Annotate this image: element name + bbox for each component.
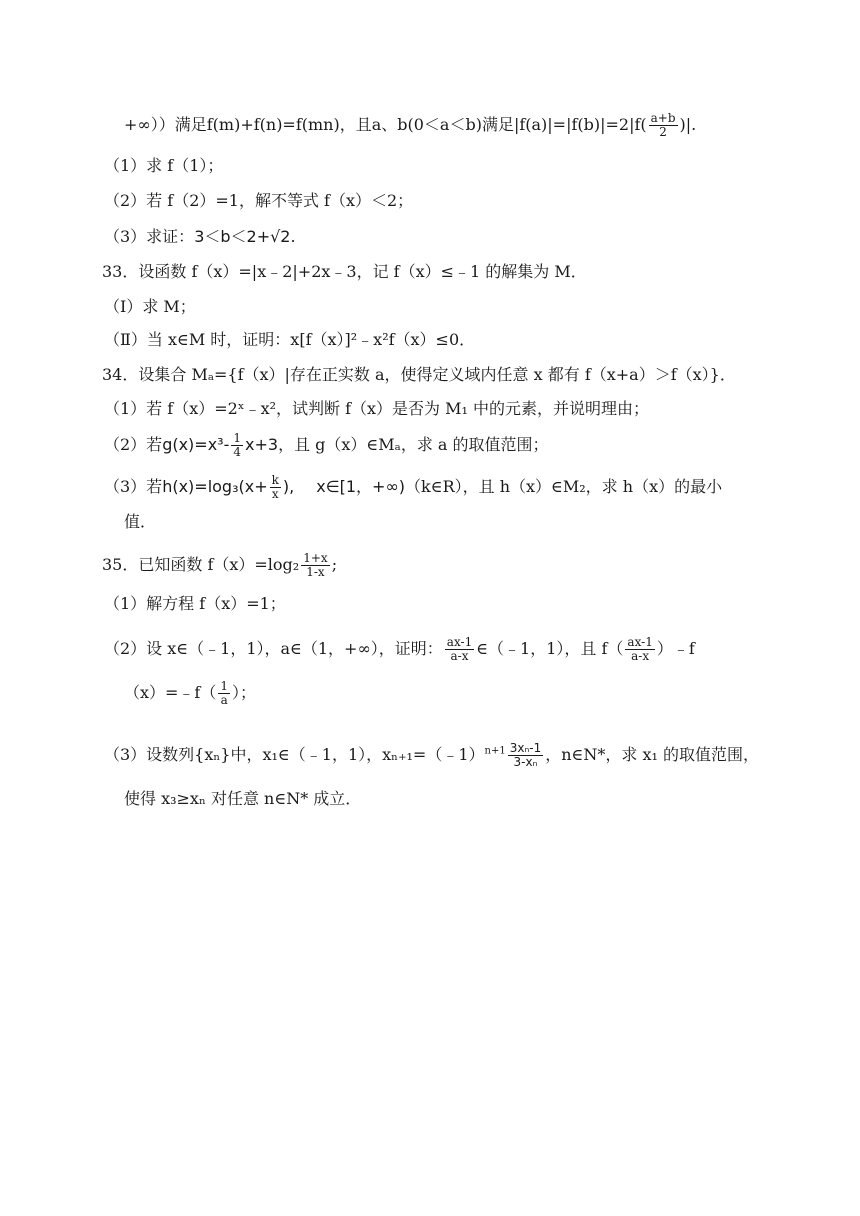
p34-q1: （1）若 f（x）=2ˣ﹣x²，试判断 f（x）是否为 M₁ 中的元素，并说明理由； [104, 399, 650, 418]
p32-q3-expression: 3＜b＜2+√2. [194, 227, 296, 246]
frac-denominator: 4 [233, 445, 241, 459]
p34-stem: 34．设集合 Mₐ={f（x）|存在正实数 a，使得定义域内任意 x 都有 f（x+a）＞f（x）}． [102, 365, 736, 384]
frac-denominator: a [220, 693, 228, 707]
p35-q2-fraction-2 [625, 636, 654, 663]
p32-q2: （2）若 f（2）=1，解不等式 f（x）＜2； [104, 191, 414, 210]
p34-q3-cont: 值． [124, 512, 157, 531]
p34-q2-fraction [231, 432, 243, 459]
p34-q3 [104, 474, 722, 501]
p34-q3-fraction [270, 474, 281, 501]
p35-q3 [104, 742, 759, 769]
p35-q3-exponent: n+1 [484, 745, 506, 757]
p33-stem: 33．设函数 f（x）=|x﹣2|+2x﹣3，记 f（x）≤﹣1 的解集为 M． [102, 262, 587, 281]
frac-denominator: 1-x [306, 565, 325, 579]
p35-q2-cont-fraction [218, 680, 230, 707]
p35-q2-mid: ∈（﹣1，1），且 f（ [476, 639, 624, 658]
p35-q2-end: ）﹣f [656, 639, 695, 658]
frac-numerator: 1 [233, 431, 241, 445]
frac-denominator: a-x [450, 649, 469, 663]
p32-text: +∞））满足f(m)+f(n)=f(mn)，且a、b(0＜a＜b)满足|f(a)|=|f(b)|=2|f( [124, 115, 647, 134]
p34-q2 [104, 432, 549, 459]
frac-numerator: 1 [220, 679, 228, 693]
p32-text-end: )|. [679, 115, 697, 134]
frac-numerator: 3xₙ-1 [509, 741, 542, 755]
p35-stem-fraction [301, 552, 329, 579]
p35-q3-fraction [508, 742, 543, 769]
frac-denominator: 3-xₙ [513, 755, 538, 769]
p32-q3 [104, 226, 296, 248]
p34-q3-expression: h(x)=log₃(x+ [162, 477, 268, 496]
p34-q3-domain: x∈[1，+∞) [316, 477, 406, 496]
frac-denominator: 2 [659, 125, 667, 139]
p34-q2-text: ，且 g（x）∈Mₐ，求 a 的取值范围； [278, 435, 549, 454]
p35-q2-fraction [445, 636, 474, 663]
frac-numerator: ax-1 [446, 635, 473, 649]
p34-q2-label: （2）若 [104, 435, 163, 454]
p35-stem [102, 552, 337, 579]
frac-denominator: x [271, 487, 279, 501]
p35-q1: （1）解方程 f（x）=1； [104, 594, 286, 613]
p35-q2-text: （2）设 x∈（﹣1，1），a∈（1，+∞），证明： [104, 639, 443, 658]
p32-fraction [649, 112, 678, 139]
p33-q2: （Ⅱ）当 x∈M 时，证明：x[f（x）]²﹣x²f（x）≤0． [104, 330, 476, 349]
p34-q2-expression-end: x+3 [245, 435, 279, 454]
frac-numerator: a+b [650, 111, 676, 125]
frac-denominator: a-x [631, 649, 650, 663]
p35-q2-cont-end: ）； [232, 683, 257, 702]
p32-q1: （1）求 f（1）； [104, 156, 224, 175]
frac-numerator: k [271, 473, 279, 487]
p34-q3-label: （3）若 [104, 477, 163, 496]
p34-q2-expression: g(x)=x³- [162, 435, 230, 454]
p35-stem-end: ; [331, 555, 338, 574]
p35-q2 [104, 636, 695, 663]
p33-q1: （Ⅰ）求 M； [104, 297, 196, 316]
p35-q3-text: （3）设数列{xₙ}中，x₁∈（﹣1，1），xₙ₊₁=（﹣1） [104, 745, 485, 764]
p35-q3-post: ，n∈N*，求 x₁ 的取值范围， [545, 745, 759, 764]
frac-numerator: ax-1 [627, 635, 653, 649]
p35-q2-cont [124, 680, 256, 707]
p32-q3-label: （3）求证： [104, 227, 195, 246]
p35-q3-cont: 使得 x₃≥xₙ 对任意 n∈N* 成立． [124, 789, 362, 808]
p34-q3-text: （k∈R），且 h（x）∈M₂，求 h（x）的最小 [405, 477, 723, 496]
p35-q2-cont-text: （x）=﹣f（ [124, 683, 217, 702]
frac-numerator: 1+x [303, 551, 328, 565]
p35-stem-text: 35．已知函数 f（x）=log₂ [102, 555, 300, 574]
p34-q3-expression-end: ), [282, 477, 295, 496]
p32-line1 [124, 112, 696, 139]
